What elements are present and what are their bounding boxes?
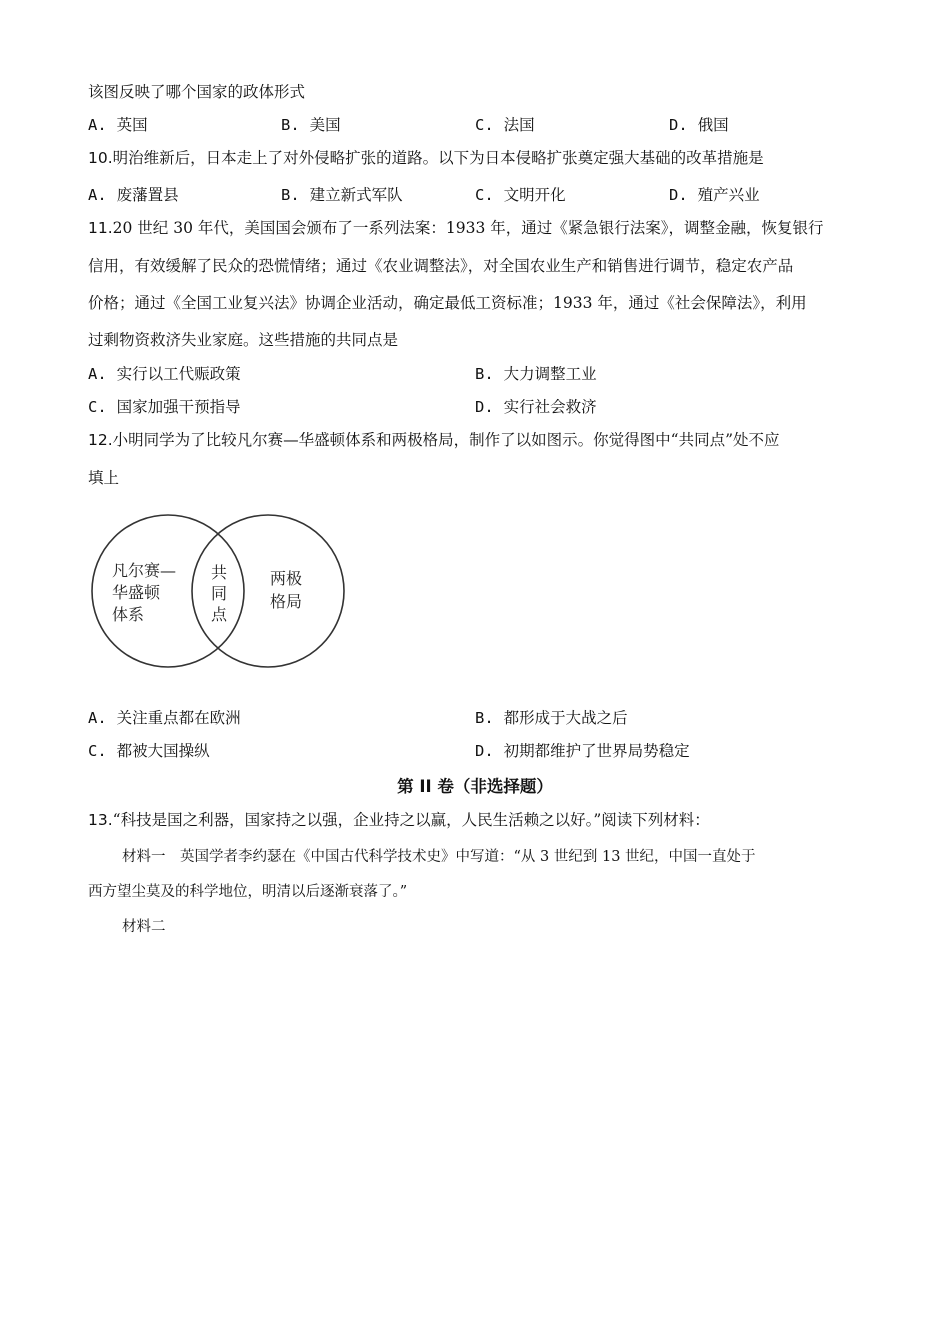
- question-12-option-b: [475, 706, 628, 728]
- left-label-line-3: 体系: [112, 605, 145, 624]
- option-letter: A.: [88, 186, 107, 204]
- question-11-option-d: [475, 395, 597, 417]
- material-1-line-2: 西方望尘莫及的科学地位，明清以后逐渐衰落了。”: [88, 884, 408, 900]
- middle-label-line-1: 共: [211, 563, 228, 582]
- question-number: 10.: [88, 149, 113, 167]
- option-letter: A.: [88, 116, 107, 134]
- material-1-line-1: 材料一 英国学者李约瑟在《中国古代科学技术史》中写道：“从 3 世纪到 13 世纪，中国一直处于: [122, 849, 756, 865]
- question-number: 13.: [88, 811, 113, 829]
- question-text: 明治维新后，日本走上了对外侵略扩张的道路。以下为日本侵略扩张奠定强大基础的改革措施是: [112, 149, 764, 167]
- question-10-option-b: [281, 183, 403, 205]
- left-label-line-2: 华盛顿: [112, 583, 161, 602]
- option-text: 大力调整工业: [503, 365, 597, 383]
- question-text: “科技是国之利器，国家持之以强，企业持之以赢，人民生活赖之以好。”阅读下列材料：: [112, 811, 710, 829]
- option-text: 初期都维护了世界局势稳定: [503, 742, 690, 760]
- option-text: 文明开化: [503, 186, 566, 204]
- middle-label-line-3: 点: [211, 605, 228, 624]
- question-11-stem-line-4: 过剩物资救济失业家庭。这些措施的共同点是: [88, 331, 399, 349]
- option-letter: A.: [88, 365, 107, 383]
- option-text: 实行社会救济: [503, 398, 597, 416]
- option-text: 都被大国操纵: [116, 742, 210, 760]
- option-letter: C.: [475, 186, 494, 204]
- question-12-option-c: [88, 739, 210, 761]
- option-text: 实行以工代赈政策: [116, 365, 241, 383]
- option-letter: D.: [475, 398, 494, 416]
- question-11-option-a: [88, 362, 241, 384]
- right-label-line-1: 两极: [270, 569, 303, 588]
- venn-diagram: [90, 510, 350, 672]
- question-11-stem-line-1: [88, 216, 824, 238]
- question-10-option-c: [475, 183, 566, 205]
- question-11-option-b: [475, 362, 597, 384]
- option-letter: A.: [88, 709, 107, 727]
- option-text: 废藩置县: [116, 186, 179, 204]
- question-12-stem-line-1: [88, 428, 780, 450]
- question-10-option-d: [669, 183, 760, 205]
- option-text: 英国: [116, 116, 148, 134]
- option-letter: C.: [88, 398, 107, 416]
- question-9-option-a: [88, 113, 148, 135]
- section-title: 第 II 卷（非选择题）: [397, 777, 553, 796]
- option-letter: B.: [475, 709, 494, 727]
- question-number: 12.: [88, 431, 113, 449]
- middle-label-line-2: 同: [211, 584, 228, 603]
- question-12-stem-line-2: 填上: [88, 469, 120, 487]
- option-letter: C.: [88, 742, 107, 760]
- option-text: 美国: [309, 116, 341, 134]
- material-2-label: 材料二: [122, 919, 166, 935]
- option-text: 俄国: [697, 116, 729, 134]
- question-text: 20 世纪 30 年代，美国国会颁布了一系列法案：1933 年，通过《紧急银行法案》，调整金融，恢复银行: [112, 219, 824, 237]
- option-text: 殖产兴业: [697, 186, 760, 204]
- question-10-option-a: [88, 183, 179, 205]
- option-letter: B.: [281, 186, 300, 204]
- question-9-option-c: [475, 113, 535, 135]
- option-letter: B.: [475, 365, 494, 383]
- question-text: 小明同学为了比较凡尔赛—华盛顿体系和两极格局，制作了以如图示。你觉得图中“共同点”处不应: [112, 431, 780, 449]
- question-9-option-d: [669, 113, 729, 135]
- option-text: 法国: [503, 116, 535, 134]
- option-text: 国家加强干预指导: [116, 398, 241, 416]
- option-letter: D.: [669, 116, 688, 134]
- option-letter: C.: [475, 116, 494, 134]
- option-text: 关注重点都在欧洲: [116, 709, 241, 727]
- option-text: 都形成于大战之后: [503, 709, 628, 727]
- question-10-stem: [88, 146, 764, 168]
- option-letter: D.: [669, 186, 688, 204]
- option-text: 建立新式军队: [309, 186, 403, 204]
- question-9-stem-end: 该图反映了哪个国家的政体形式: [88, 83, 306, 101]
- question-11-stem-line-2: 信用，有效缓解了民众的恐慌情绪；通过《农业调整法》，对全国农业生产和销售进行调节，稳定农产品: [88, 257, 794, 275]
- question-13-stem: [88, 808, 710, 830]
- question-12-option-d: [475, 739, 690, 761]
- question-11-stem-line-3: 价格；通过《全国工业复兴法》协调企业活动，确定最低工资标准；1933 年，通过《社会保障法》，利用: [88, 294, 807, 312]
- option-letter: B.: [281, 116, 300, 134]
- question-12-option-a: [88, 706, 241, 728]
- question-number: 11.: [88, 219, 113, 237]
- left-label-line-1: 凡尔赛—: [112, 561, 177, 580]
- question-9-option-b: [281, 113, 341, 135]
- option-letter: D.: [475, 742, 494, 760]
- right-label-line-2: 格局: [270, 592, 303, 611]
- question-11-option-c: [88, 395, 241, 417]
